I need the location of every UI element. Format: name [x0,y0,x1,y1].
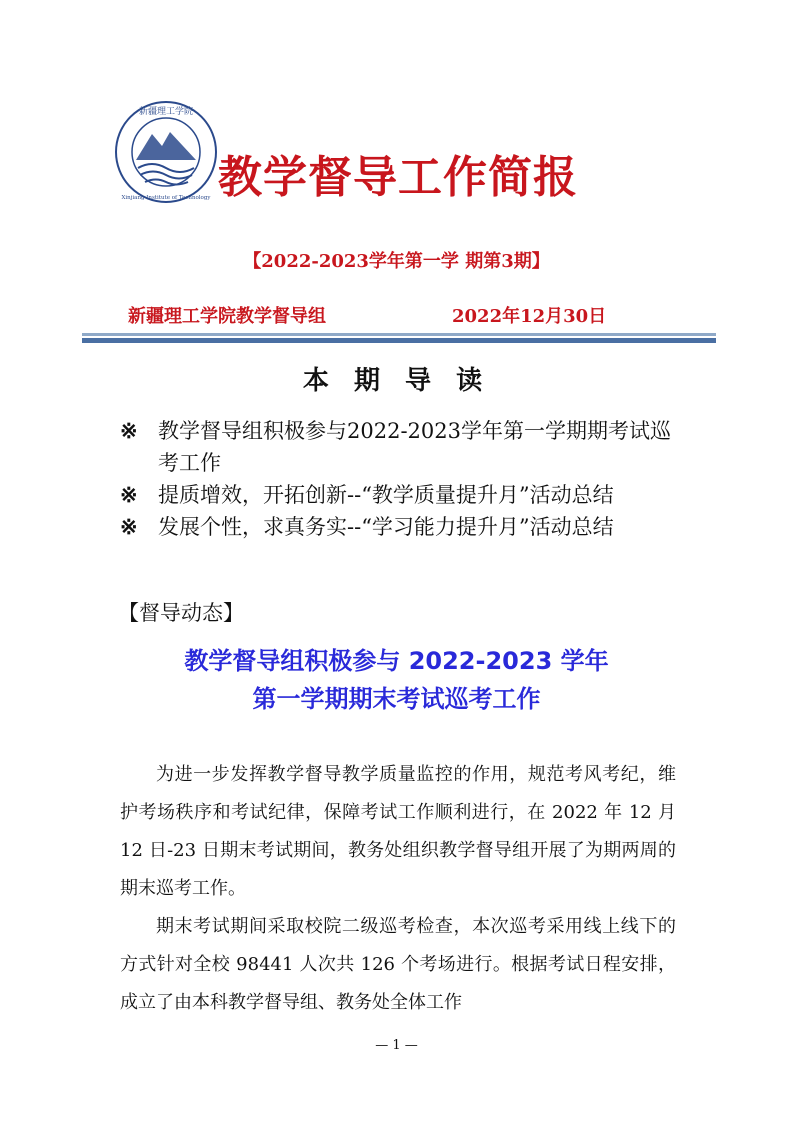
masthead-title: 教学督导工作简报 [218,152,578,203]
article-body [120,756,676,1022]
logo-english-name: Xinjiang Institute of Technology [121,195,211,201]
section-label: 【督导动态】 [118,601,244,625]
guide-item-text: 提质增效，开拓创新--“教学质量提升月”活动总结 [158,483,614,507]
reference-mark-icon: ※ [120,482,138,507]
body-paragraph: 期末考试期间采取校院二级巡考检查，本次巡考采用线上线下的方式针对全校 98441 人次共 126 个考场进行。根据考试日程安排，成立了由本科教学督导组、教务处全体工作 [120,916,676,1013]
article-title [0,642,793,718]
school-logo [112,98,220,206]
guide-item [120,479,680,511]
body-paragraph: 为进一步发挥教学督导教学质量监控的作用，规范考风考纪，维护考场秩序和考试纪律，保障考试工作顺利进行，在 2022 年 12 月 12 日-23 日期末考试期间，教务处组织教学督导组开展了为期两周的期末巡考工作。 [120,764,676,899]
guide-title: 本 期 导 读 [302,366,491,396]
issue-number: 【2022-2023学年第一学 期第3期】 [243,251,550,272]
publisher-name: 新疆理工学院教学督导组 [128,306,326,327]
article-title-line: 第一学期期末考试巡考工作 [252,685,541,713]
guide-item-text: 教学督导组积极参与2022-2023学年第一学期期考试巡考工作 [158,419,671,475]
publish-date: 2022年12月30日 [452,306,607,327]
reference-mark-icon: ※ [120,418,138,443]
guide-item-text: 发展个性，求真务实--“学习能力提升月”活动总结 [158,515,614,539]
logo-chinese-name: 新疆理工学院 [138,107,194,117]
header-divider-thin [82,333,716,336]
header-divider-thick [82,338,716,343]
reference-mark-icon: ※ [120,514,138,539]
guide-list [120,415,680,543]
page-number: — 1 — [375,1038,418,1053]
guide-item [120,511,680,543]
article-title-line: 教学督导组积极参与 2022-2023 学年 [184,647,609,675]
guide-item [120,415,680,479]
